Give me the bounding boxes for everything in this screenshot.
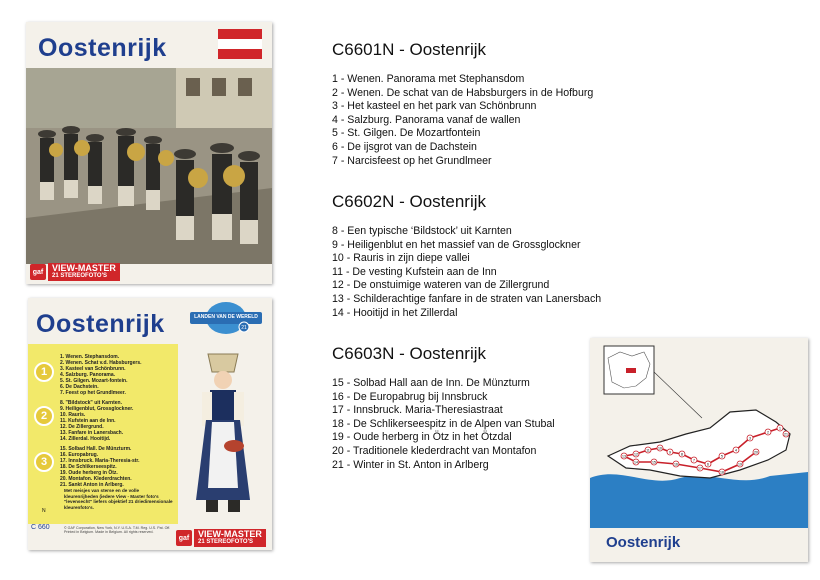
gaf-logo: gaf: [30, 264, 46, 280]
list-item: 10. Rauris.: [60, 412, 86, 418]
badge-count: 21 STEREOFOTO'S: [198, 539, 253, 545]
view-master-badge: [176, 528, 266, 548]
list-item: 18 - De Schlikerseespitz in de Alpen van Stubal: [332, 417, 555, 430]
list-item: 19 - Oude herberg in Ötz in het Ötzdal: [332, 431, 512, 444]
route-stop-label: 14: [634, 460, 638, 465]
route-stop-label: 19: [738, 462, 742, 467]
disc-2-icon: 2: [34, 406, 54, 426]
n-mark: N: [42, 508, 46, 514]
set-items: [332, 377, 555, 472]
reel2-list: [60, 400, 133, 442]
set-items: [332, 225, 601, 320]
disc-3-icon: 3: [34, 452, 54, 472]
list-item: 2 - Wenen. De schat van de Habsburgers in de Hofburg: [332, 86, 594, 99]
list-item: 15. Solbad Hall. De Münzturm.: [60, 446, 132, 452]
list-item: 5 - St. Gilgen. De Mozartfontein: [332, 127, 481, 140]
list-item: 7. Feest op het Grundlmeer.: [60, 390, 126, 396]
list-item: 6. De Dachstein.: [60, 384, 99, 390]
tyrolean-woman-illustration: [188, 350, 258, 520]
list-item: 11. Kufstein aan de Inn.: [60, 418, 116, 424]
route-stop-label: 3: [749, 436, 751, 441]
list-item: 4 - Salzburg. Panorama vanaf de wallen: [332, 113, 521, 126]
list-item: 5. St. Gilgen. Mozart-fontein.: [60, 378, 128, 384]
cover-blurb: Met meisjes van sterse en de volle kleurenrijheden (iedere View - Master foto's "levensecht" liefers objektief 21 driedimensionale kleurenfoto's.: [64, 488, 173, 510]
route-stop-label: 21: [784, 432, 788, 437]
list-item: 4. Salzburg. Panorama.: [60, 372, 116, 378]
list-item: 3. Kasteel van Schönbrunn.: [60, 366, 126, 372]
set-title: C6601N - Oostenrijk: [332, 40, 487, 59]
set-c6601n: [332, 40, 593, 168]
route-stop-label: 1: [779, 426, 781, 431]
disc-1-icon: 1: [34, 362, 54, 382]
route-stop-label: 11: [646, 448, 650, 453]
list-item: 11 - De vesting Kufstein aan de Inn: [332, 265, 497, 278]
list-item: 9. Heiligenblut, Grossglockner.: [60, 406, 134, 412]
badge-count: 21 STEREOFOTO'S: [52, 273, 107, 279]
globe-icon: [190, 301, 262, 335]
list-item: 18. De Schlikerseespitz.: [60, 464, 117, 470]
list-item: 12. De Zillergrund.: [60, 424, 104, 430]
list-item: 13 - Schilderachtige fanfare in de straten van Lanersbach: [332, 292, 602, 305]
copyright-note: © GAF Corporation, New York, N.Y. U.S.A. T.M. Reg. U.S. Pat. Off. Printed in Belgium. Made in Belgium. All rights reserved.: [64, 526, 171, 535]
austria-flag-icon: [218, 29, 262, 59]
badge-brand: VIEW-MASTER: [52, 263, 116, 273]
list-item: 1 - Wenen. Panorama met Stephansdom: [332, 73, 525, 85]
reel-cover-back: [28, 298, 272, 550]
list-item: 7 - Narcisfeest op het Grundlmeer: [332, 154, 492, 167]
route-stop-label: 13: [622, 454, 626, 459]
set-c6602n: [332, 192, 601, 320]
list-item: 19. Oude herberg in Ötz.: [60, 470, 118, 476]
badge-brand: VIEW-MASTER: [198, 529, 262, 539]
list-item: 16. Europabrug.: [60, 452, 99, 458]
route-stop-label: 18: [720, 470, 724, 475]
list-item: 20 - Traditionele klederdracht van Montafon: [332, 444, 537, 457]
reel1-list: [60, 354, 142, 396]
list-item: 2. Wenen. Schat v.d. Habsburgers.: [60, 360, 142, 366]
route-stop-label: 4: [735, 448, 737, 453]
cover-title: Oostenrijk: [38, 34, 167, 62]
list-item: 21 - Winter in St. Anton in Arlberg: [332, 458, 489, 471]
list-item: 10 - Rauris in zijn diepe vallei: [332, 252, 470, 265]
list-item: 6 - De ijsgrot van de Dachstein: [332, 140, 477, 153]
list-item: 17 - Innsbruck. Maria-Theresiastraat: [332, 404, 503, 417]
list-item: 16 - De Europabrug bij Innsbruck: [332, 390, 488, 403]
set-title: C6603N - Oostenrijk: [332, 344, 487, 363]
route-stop-label: 12: [634, 452, 638, 457]
list-item: 13. Fanfare in Lanersbach.: [60, 430, 124, 436]
brass-band-photo: [26, 68, 272, 264]
list-item: 17. Innsbruck. Maria-Theresia-str.: [60, 458, 140, 464]
list-item: 3 - Het kasteel en het park van Schönbrunn: [332, 100, 537, 113]
route-map-card: [590, 338, 808, 562]
route-stop-label: 2: [767, 430, 769, 435]
list-item: 14 - Hooitijd in het Zillerdal: [332, 306, 458, 319]
view-master-badge: [30, 262, 120, 282]
route-stop-label: 9: [669, 450, 671, 455]
austria-route-map: [590, 338, 808, 528]
globe-label: LANDEN VAN DE WERELD: [194, 314, 258, 320]
list-item: 14. Zillerdal. Hooitijd.: [60, 436, 111, 442]
route-stop-label: 20: [754, 450, 758, 455]
set-title: C6602N - Oostenrijk: [332, 192, 487, 211]
reel3-list: [60, 446, 139, 488]
catalog-code: C 660: [31, 524, 50, 531]
list-item: 21. Sankt Anton in Arlberg.: [60, 482, 124, 488]
set-c6603n: [332, 344, 555, 472]
route-stop-label: 8: [681, 452, 683, 457]
route-stop-label: 5: [721, 454, 723, 459]
route-stop-label: 17: [698, 466, 702, 471]
austria-highlight: [626, 368, 636, 373]
list-item: 20. Montafon. Klederdrachten.: [60, 476, 132, 482]
map-title: Oostenrijk: [606, 534, 681, 551]
route-stop-label: 7: [693, 458, 695, 463]
reel-cover-front: [26, 22, 272, 284]
globe-number: 21: [241, 325, 247, 331]
list-item: 1. Wenen. Stephansdom.: [60, 354, 120, 360]
route-stop-label: 6: [707, 462, 709, 467]
list-item: 8 - Een typische ‘Bildstock’ uit Karnten: [332, 225, 512, 237]
list-item: 12 - De onstuimige wateren van de Zillergrund: [332, 279, 550, 292]
route-stop-label: 16: [674, 462, 678, 467]
list-item: 9 - Heiligenblut en het massief van de Grossglockner: [332, 238, 581, 251]
sea-area: [590, 472, 808, 528]
list-item: 8. "Bildstock" uit Karnten.: [60, 400, 122, 406]
route-stop-label: 10: [658, 446, 662, 451]
route-stop-label: 15: [652, 460, 656, 465]
gaf-logo: gaf: [176, 530, 192, 546]
set-items: [332, 73, 593, 168]
cover-title: Oostenrijk: [36, 310, 165, 338]
list-item: 15 - Solbad Hall aan de Inn. De Münzturm: [332, 377, 530, 389]
